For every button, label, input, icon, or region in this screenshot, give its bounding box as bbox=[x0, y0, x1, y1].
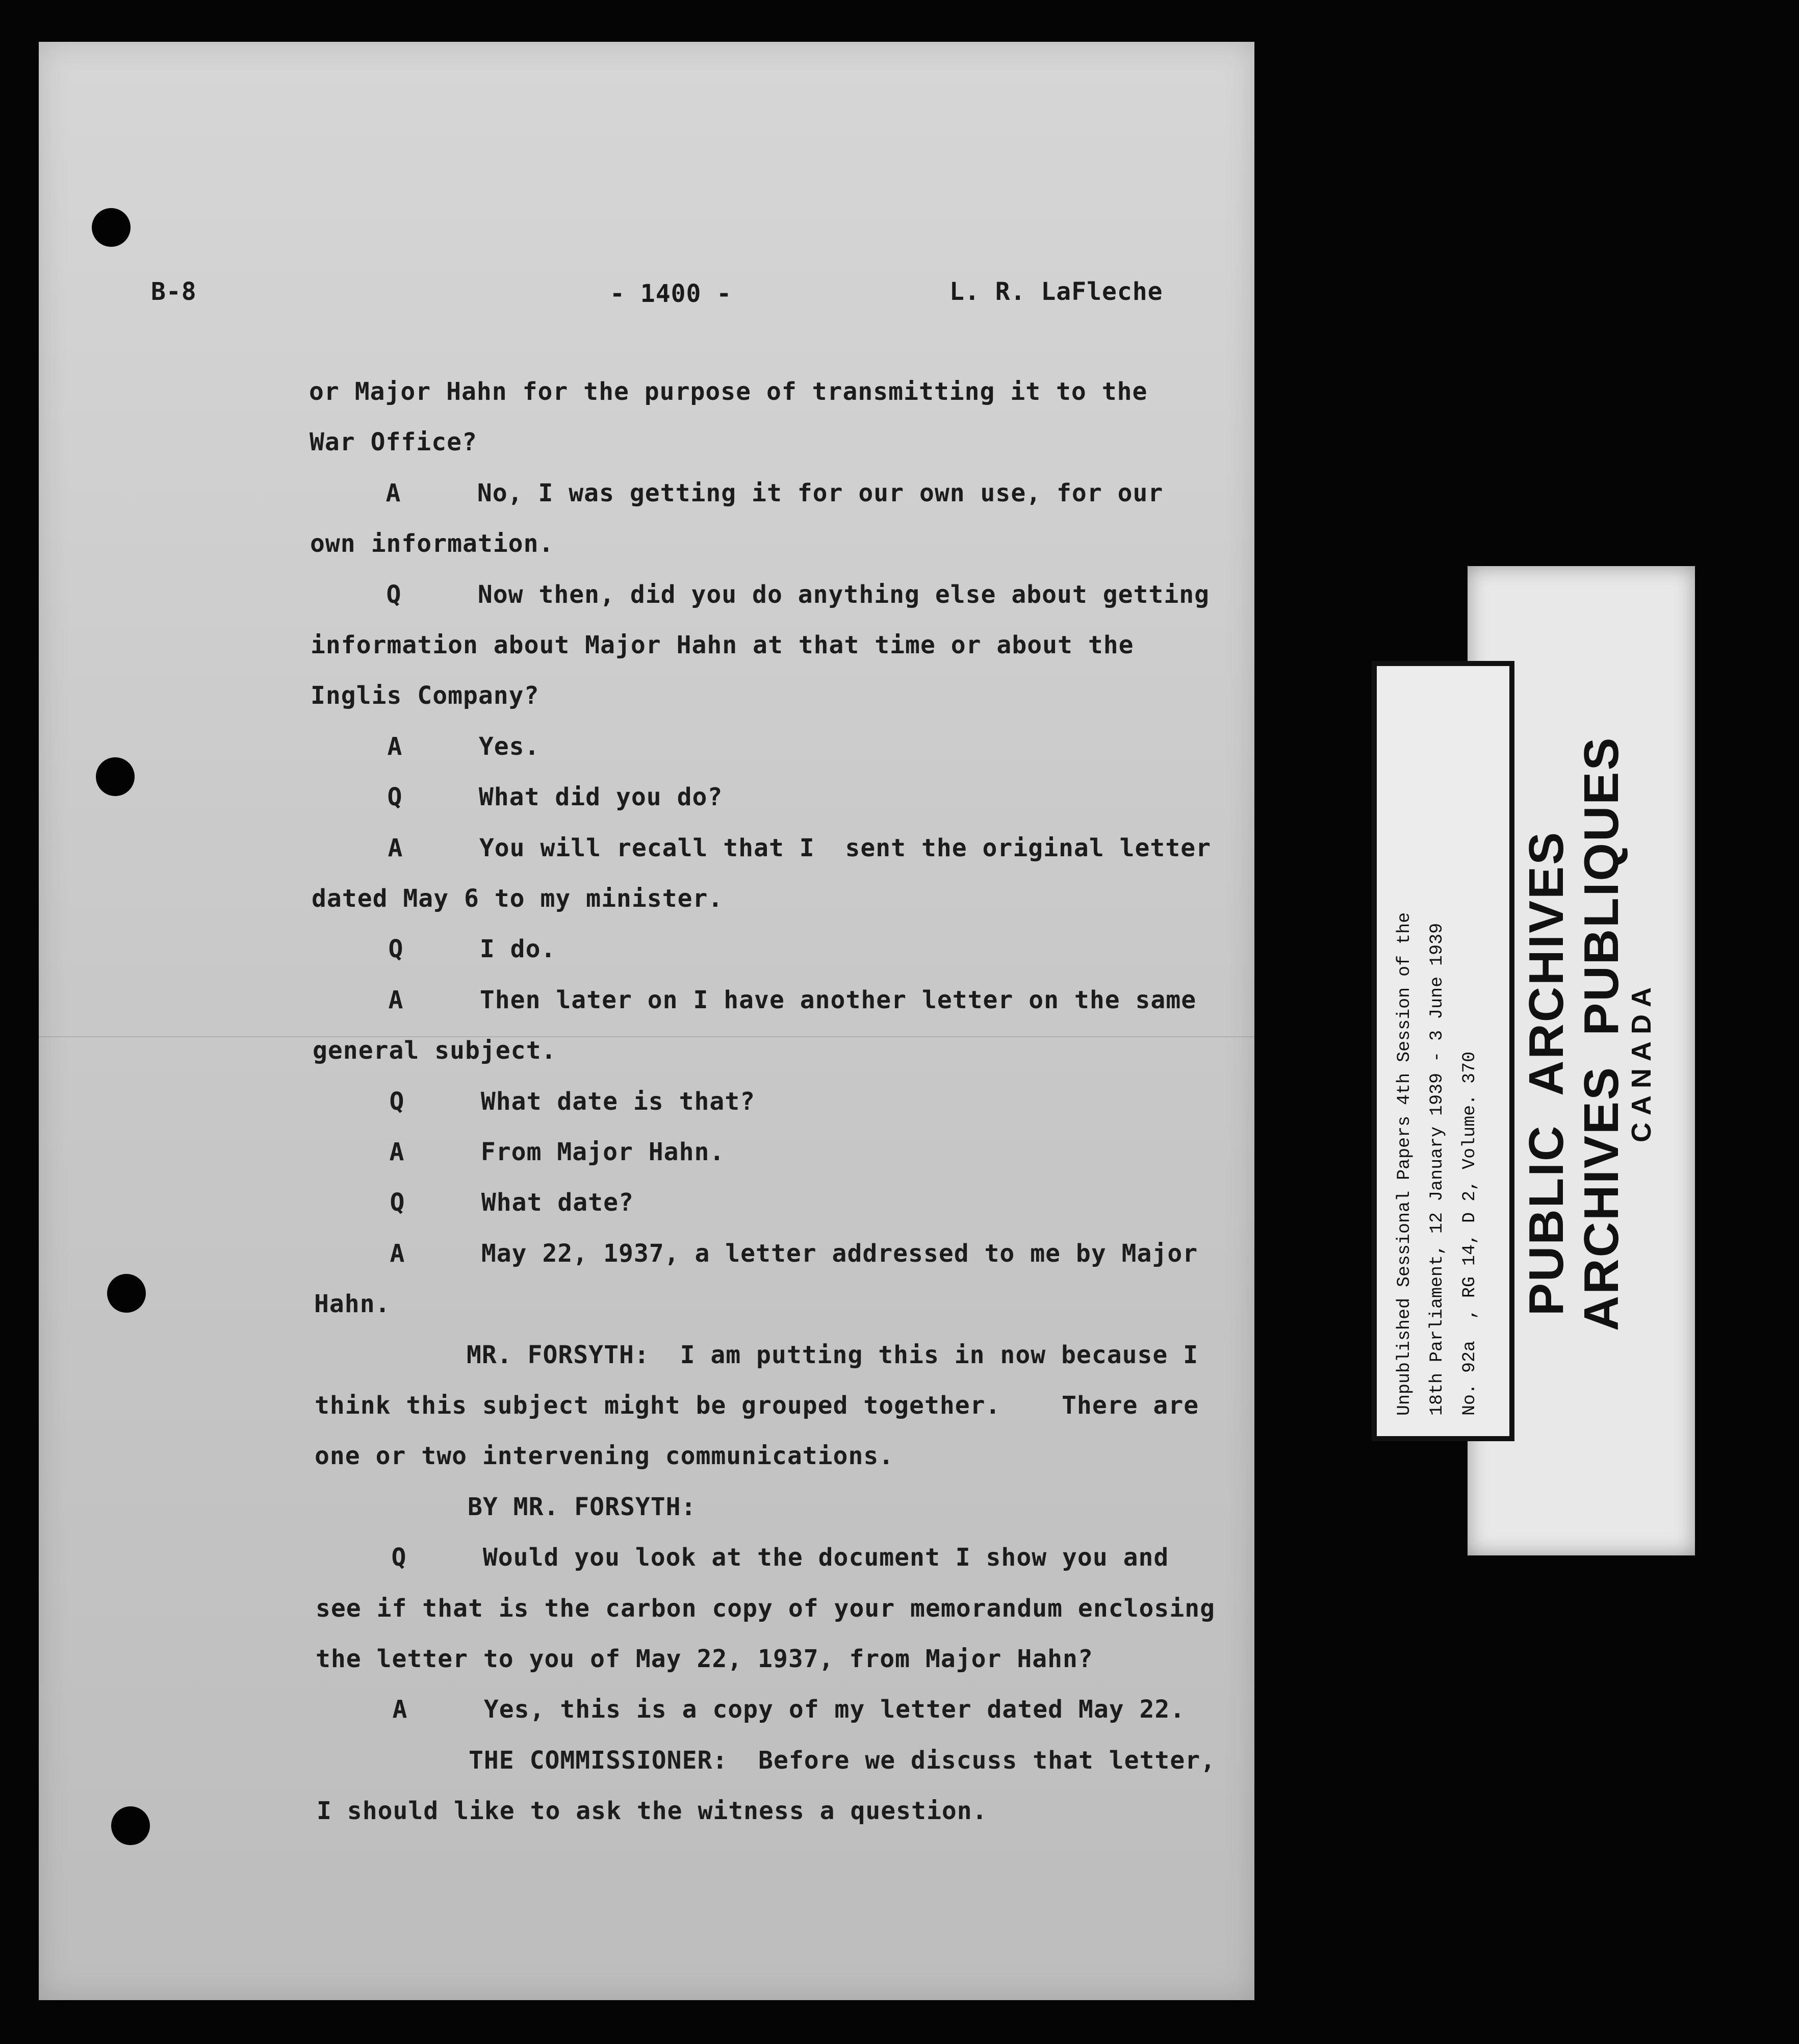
archive-stub-line-1: Unpublished Sessional Papers 4th Session of the bbox=[1394, 912, 1415, 1416]
transcript-line: own information. bbox=[310, 529, 554, 558]
transcript-line: Q What date is that? bbox=[313, 1087, 756, 1116]
transcript-line: Inglis Company? bbox=[311, 681, 539, 710]
transcript-line: see if that is the carbon copy of your memorandum enclosing bbox=[316, 1594, 1216, 1623]
transcript-line: MR. FORSYTH: I am putting this in now because I bbox=[314, 1341, 1199, 1369]
transcript-line: the letter to you of May 22, 1937, from Major Hahn? bbox=[316, 1645, 1093, 1673]
page-number: - 1400 - bbox=[610, 279, 732, 308]
transcript-line: information about Major Hahn at that time or about the bbox=[311, 631, 1134, 659]
transcript-line: one or two intervening communications. bbox=[315, 1442, 894, 1470]
transcript-line: Q What date? bbox=[314, 1188, 634, 1217]
transcript-line: A Yes. bbox=[311, 732, 540, 761]
transcript-line: or Major Hahn for the purpose of transmitting it to the bbox=[309, 377, 1148, 406]
transcript-line: THE COMMISSIONER: Before we discuss that letter, bbox=[316, 1746, 1216, 1775]
transcript-line: general subject. bbox=[313, 1036, 557, 1065]
archive-stub-line-2: 18th Parliament, 12 January 1939 - 3 June 1939 bbox=[1427, 923, 1447, 1416]
transcript-line: A Yes, this is a copy of my letter dated May 22. bbox=[316, 1695, 1186, 1724]
transcript-line: A May 22, 1937, a letter addressed to me by Major bbox=[314, 1239, 1198, 1268]
transcript-line: A No, I was getting it for our own use, for our bbox=[310, 479, 1164, 507]
archive-reference-stub bbox=[1372, 661, 1514, 1441]
transcript-line: I should like to ask the witness a question. bbox=[317, 1797, 988, 1825]
punch-hole bbox=[111, 1806, 150, 1845]
witness-name: L. R. LaFleche bbox=[949, 277, 1163, 306]
punch-hole bbox=[92, 208, 131, 247]
archive-label-line-1: PUBLIC ARCHIVES bbox=[1519, 830, 1574, 1316]
transcript-line: BY MR. FORSYTH: bbox=[315, 1493, 697, 1521]
archive-label-country: CANADA bbox=[1626, 980, 1657, 1142]
transcript-line: Q I do. bbox=[312, 935, 556, 963]
transcript-line: Q What did you do? bbox=[311, 783, 723, 811]
archive-stub-line-3: No. 92a , RG 14, D 2, Volume. 370 bbox=[1459, 1051, 1480, 1416]
transcript-line: A Then later on I have another letter on the same bbox=[312, 986, 1197, 1014]
transcript-line: Q Now then, did you do anything else about getting bbox=[310, 580, 1210, 609]
header-left: B-8 bbox=[151, 277, 197, 306]
transcript-line: A From Major Hahn. bbox=[313, 1138, 725, 1166]
page-fold-crease bbox=[39, 1036, 1254, 1037]
typed-transcript-page bbox=[39, 42, 1254, 2000]
punch-hole bbox=[96, 757, 135, 796]
transcript-line: dated May 6 to my minister. bbox=[312, 884, 724, 913]
transcript-line: A You will recall that I sent the original letter bbox=[312, 834, 1212, 862]
punch-hole bbox=[107, 1274, 146, 1313]
archive-label-line-2: ARCHIVES PUBLIQUES bbox=[1574, 736, 1629, 1331]
transcript-line: Hahn. bbox=[314, 1290, 391, 1318]
transcript-line: think this subject might be grouped together. There are bbox=[315, 1391, 1199, 1420]
transcript-line: Q Would you look at the document I show you and bbox=[315, 1543, 1169, 1572]
transcript-line: War Office? bbox=[310, 428, 477, 456]
